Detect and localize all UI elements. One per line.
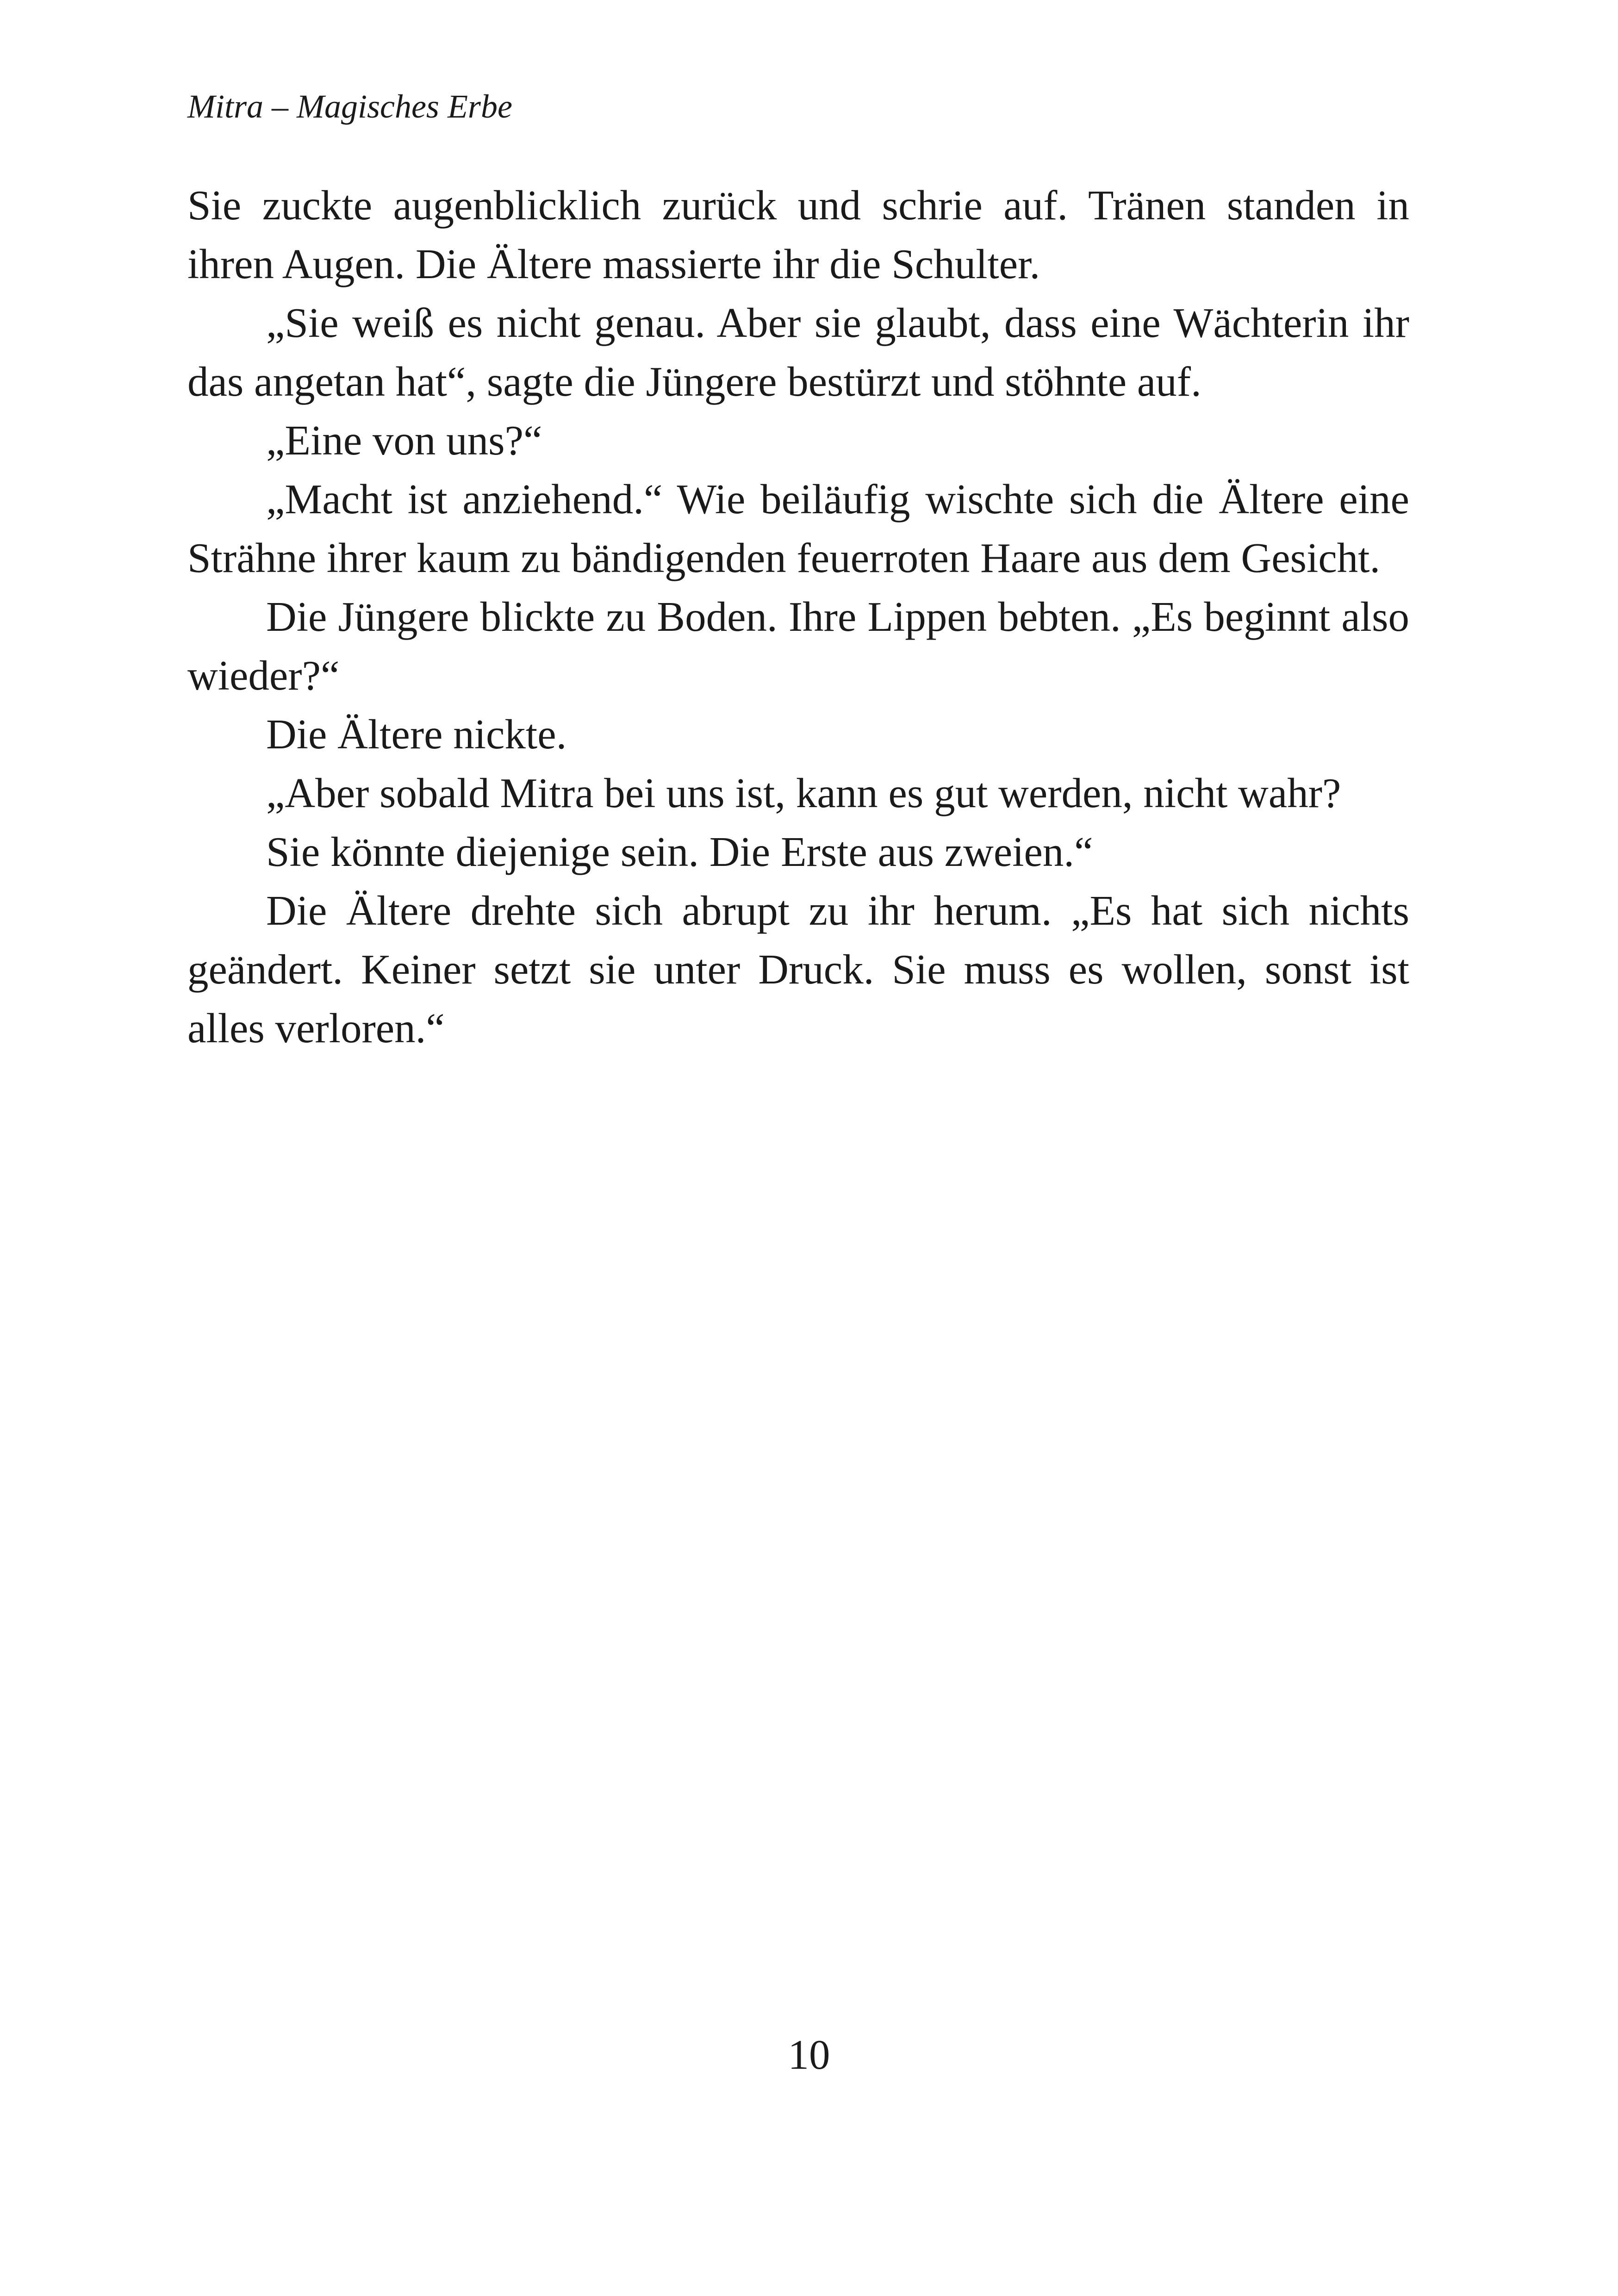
- body-text: [187, 176, 1409, 1058]
- paragraph: „Eine von uns?“: [266, 417, 542, 464]
- paragraph: Sie zuckte augenblicklich zurück und schrie auf. Tränen standen in ihren Augen. Die Ältere massierte ihr die Schulter.: [187, 182, 1409, 287]
- paragraph: „Macht ist anziehend.“ Wie beiläufig wischte sich die Ältere eine Strähne ihrer kaum zu bändigenden feuerroten Haare aus dem Gesicht.: [187, 476, 1409, 581]
- paragraph: „Sie weiß es nicht genau. Aber sie glaubt, dass eine Wächterin ihr das angetan hat“, sagte die Jüngere bestürzt und stöhnte auf.: [187, 299, 1409, 405]
- page-number: 10: [788, 2031, 830, 2078]
- paragraph: „Aber sobald Mitra bei uns ist, kann es gut werden, nicht wahr?: [266, 770, 1341, 816]
- paragraph: Die Ältere drehte sich abrupt zu ihr herum. „Es hat sich nichts geändert. Keiner setzt sie unter Druck. Sie muss es wollen, sonst ist alles verloren.“: [187, 887, 1409, 1052]
- paragraph: Sie könnte diejenige sein. Die Erste aus zweien.“: [266, 828, 1093, 875]
- running-header: Mitra – Magisches Erbe: [187, 88, 512, 125]
- paragraph: Die Ältere nickte.: [266, 711, 567, 758]
- paragraph: Die Jüngere blickte zu Boden. Ihre Lippen bebten. „Es beginnt also wieder?“: [187, 593, 1409, 699]
